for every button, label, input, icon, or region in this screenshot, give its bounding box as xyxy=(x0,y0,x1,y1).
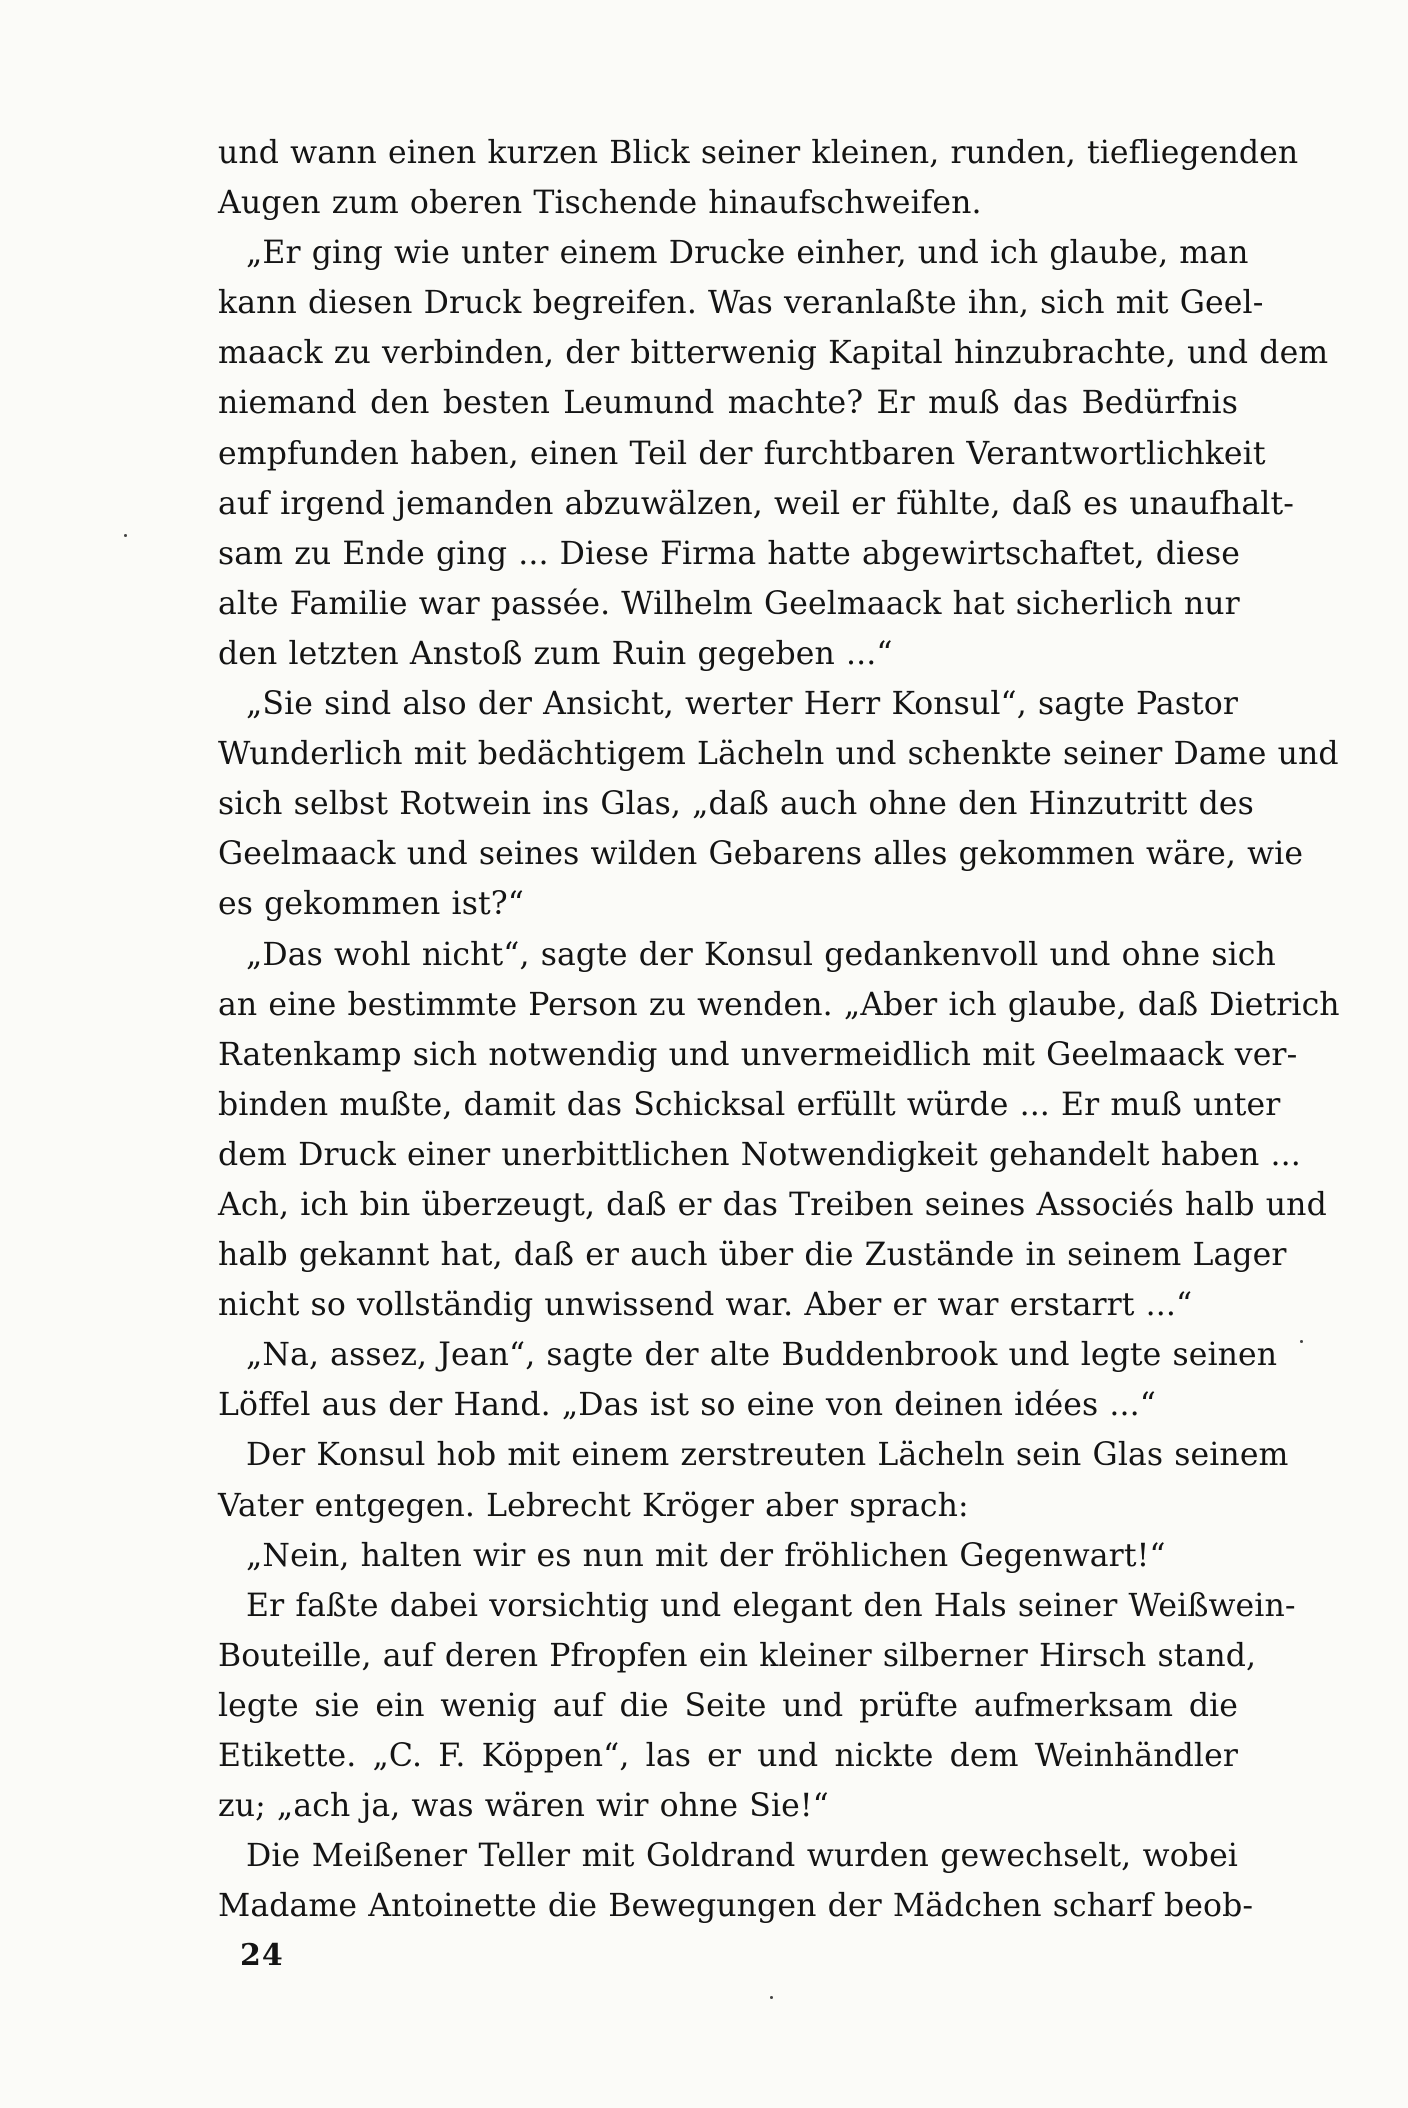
print-speck xyxy=(1300,1340,1303,1343)
text-line: auf irgend jemanden abzuwälzen, weil er fühlte, daß es unaufhalt- xyxy=(218,485,1294,522)
text-line: empfunden haben, einen Teil der furchtbaren Verantwortlichkeit xyxy=(218,435,1266,472)
text-line: sam zu Ende ging ... Diese Firma hatte abgewirtschaftet, diese xyxy=(218,535,1240,572)
text-line: Vater entgegen. Lebrecht Kröger aber sprach: xyxy=(218,1487,969,1524)
page-number: 24 xyxy=(240,1938,284,1973)
text-line: „Er ging wie unter einem Drucke einher, und ich glaube, man xyxy=(246,235,1249,272)
text-line: Die Meißener Teller mit Goldrand wurden gewechselt, wobei xyxy=(246,1838,1238,1875)
print-speck xyxy=(124,534,127,537)
text-line: halb gekannt hat, daß er auch über die Zustände in seinem Lager xyxy=(218,1237,1287,1274)
text-line: sich selbst Rotwein ins Glas, „daß auch ohne den Hinzutritt des xyxy=(218,786,1254,823)
text-line: zu; „ach ja, was wären wir ohne Sie!“ xyxy=(218,1788,829,1825)
text-line: nicht so vollständig unwissend war. Aber er war erstarrt ...“ xyxy=(218,1287,1193,1324)
text-line: dem Druck einer unerbittlichen Notwendigkeit gehandelt haben ... xyxy=(218,1136,1301,1173)
text-line: Ach, ich bin überzeugt, daß er das Treiben seines Associés halb und xyxy=(218,1186,1327,1223)
text-line: den letzten Anstoß zum Ruin gegeben ...“ xyxy=(218,635,893,672)
text-line: und wann einen kurzen Blick seiner kleinen, runden, tiefliegenden xyxy=(218,135,1299,171)
text-line: Er faßte dabei vorsichtig und elegant den Hals seiner Weißwein- xyxy=(246,1587,1296,1624)
text-line: Madame Antoinette die Bewegungen der Mädchen scharf beob- xyxy=(218,1888,1254,1925)
text-line: „Na, assez, Jean“, sagte der alte Buddenbrook und legte seinen xyxy=(246,1337,1278,1374)
text-line: „Sie sind also der Ansicht, werter Herr Konsul“, sagte Pastor xyxy=(246,686,1238,723)
text-line: an eine bestimmte Person zu wenden. „Aber ich glaube, daß Dietrich xyxy=(218,986,1340,1023)
text-line: es gekommen ist?“ xyxy=(218,886,524,923)
text-line: binden mußte, damit das Schicksal erfüllt würde ... Er muß unter xyxy=(218,1086,1281,1123)
text-line: alte Familie war passée. Wilhelm Geelmaack hat sicherlich nur xyxy=(218,585,1240,622)
text-line: Etikette. „C. F. Köppen“, las er und nickte dem Weinhändler xyxy=(218,1738,1238,1774)
text-line: Der Konsul hob mit einem zerstreuten Lächeln sein Glas seinem xyxy=(246,1437,1289,1474)
text-line: kann diesen Druck begreifen. Was veranlaßte ihn, sich mit Geel- xyxy=(218,285,1264,322)
text-line: „Nein, halten wir es nun mit der fröhlichen Gegenwart!“ xyxy=(246,1537,1166,1574)
text-line: Löffel aus der Hand. „Das ist so eine von deinen idées ...“ xyxy=(218,1387,1156,1424)
text-line: legte sie ein wenig auf die Seite und prüfte aufmerksam die xyxy=(218,1687,1238,1724)
print-speck xyxy=(770,1996,773,1999)
body-text xyxy=(218,128,1340,1931)
text-line: maack zu verbinden, der bitterwenig Kapital hinzubrachte, und dem xyxy=(218,335,1329,372)
text-line: Bouteille, auf deren Pfropfen ein kleiner silberner Hirsch stand, xyxy=(218,1637,1257,1674)
text-line: Ratenkamp sich notwendig und unvermeidlich mit Geelmaack ver- xyxy=(218,1036,1298,1073)
text-line: „Das wohl nicht“, sagte der Konsul gedankenvoll und ohne sich xyxy=(246,936,1276,973)
text-line: niemand den besten Leumund machte? Er muß das Bedürfnis xyxy=(218,385,1238,422)
text-line: Wunderlich mit bedächtigem Lächeln und schenkte seiner Dame und xyxy=(218,736,1339,773)
text-line: Augen zum oberen Tischende hinaufschweifen. xyxy=(218,185,982,222)
text-line: Geelmaack und seines wilden Gebarens alles gekommen wäre, wie xyxy=(218,836,1304,873)
